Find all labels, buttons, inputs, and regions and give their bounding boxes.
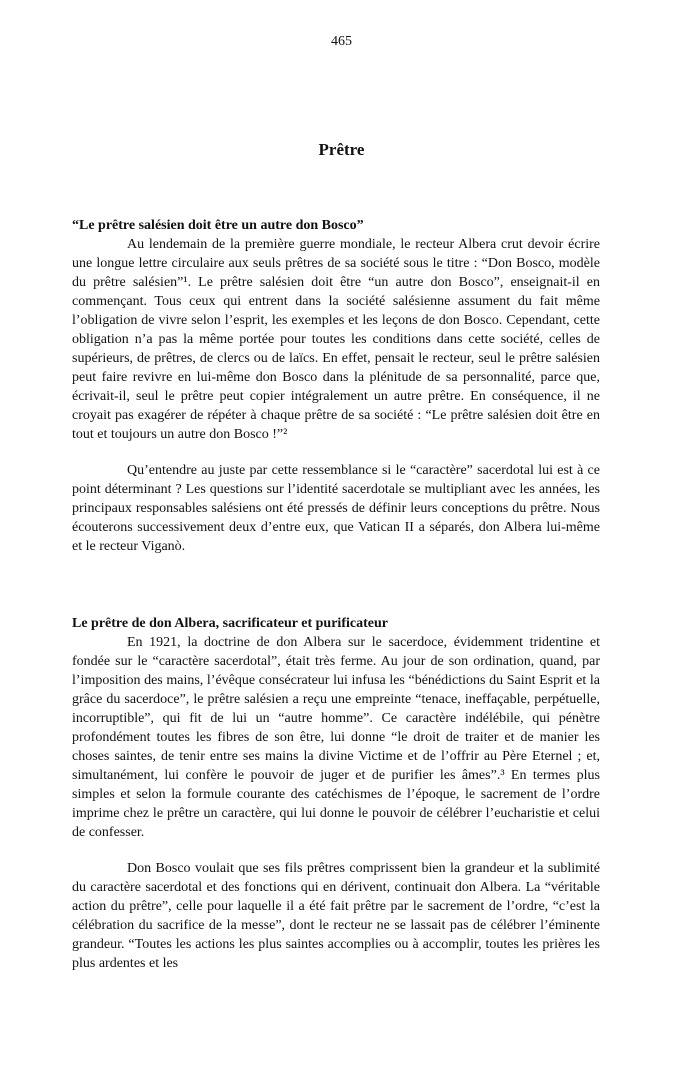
section-1 xyxy=(72,216,600,556)
section-1-paragraph-2: Qu’entendre au juste par cette ressemblance si le “caractère” sacerdotal lui est à ce point déterminant ? Les questions sur l’identité sacerdotale se multipliant avec les années, les principaux responsables salésiens ont été pressés de définir leurs conceptions du prêtre. Nous écouterons successivement deux d’entre eux, que Vatican II a séparés, don Albera lui-même et le recteur Viganò. xyxy=(72,462,600,554)
page-title: Prêtre xyxy=(318,140,365,159)
page-number: 465 xyxy=(331,34,352,49)
section-2-paragraph-1: En 1921, la doctrine de don Albera sur le sacerdoce, évidemment tridentine et fondée sur le “caractère sacerdotal”, était très ferme. Au jour de son ordination, quand, par l’imposition des mains, l’évêque consécrateur lui infusa les “bénédictions du Saint Esprit et la grâce du sacerdoce”, le prêtre salésien a reçu une empreinte “tenace, ineffaçable, perpétuelle, incorruptible”, qui fit de lui un “autre homme”. Ce caractère indélébile, qui pénètre profondément toutes les fibres de son être, lui donne “le droit de traiter et de manier les choses saintes, de tenir entre ses mains la divine Victime et de l’offrir au Père Eternel ; et, simultanément, lui confère le pouvoir de juger et de purifier les âmes”.³ En termes plus simples et selon la formule courante des catéchismes de l’époque, le sacrement de l’ordre imprime chez le prêtre un caractère, qui lui donne le pouvoir de célébrer l’eucharistie et celui de confesser. xyxy=(72,635,600,841)
section-1-heading: “Le prêtre salésien doit être un autre don Bosco” xyxy=(72,218,364,233)
section-2-paragraph-2: Don Bosco voulait que ses fils prêtres comprissent bien la grandeur et la sublimité du caractère sacerdotal et des fonctions qui en dérivent, continuait don Albera. La “véritable action du prêtre”, celle pour laquelle il a été fait prêtre par le sacrement de l’ordre, “c’est la célébration du sacrifice de la messe”, dont le recteur ne se lassait pas de célébrer l’éminente grandeur. “Toutes les actions les plus saintes accomplies ou à accomplir, toutes les prières les plus ardentes et les xyxy=(72,860,600,971)
section-2 xyxy=(72,614,600,973)
section-2-heading: Le prêtre de don Albera, sacrificateur et purificateur xyxy=(72,616,388,631)
section-1-paragraph-1: Au lendemain de la première guerre mondiale, le recteur Albera crut devoir écrire une longue lettre circulaire aux seuls prêtres de sa société sous le titre : “Don Bosco, modèle du prêtre salésien”¹. Le prêtre salésien doit être “un autre don Bosco”, enseignait-il en commençant. Tous ceux qui entrent dans la société salésienne assument du fait même l’obligation de vivre selon l’esprit, les exemples et les leçons de don Bosco. Cependant, cette obligation n’a pas la même portée pour toutes les conditions dans cette société, celles de supérieurs, de prêtres, de clercs ou de laïcs. En effet, pensait le recteur, seul le prêtre salésien peut faire revivre en lui-même don Bosco dans la plénitude de sa personnalité, parce que, écrivait-il, seul le prêtre peut copier intégralement un autre prêtre. En conséquence, il ne croyait pas exagérer de répéter à chaque prêtre de sa société : “Le prêtre salésien doit être en tout et toujours un autre don Bosco !”² xyxy=(72,237,600,443)
